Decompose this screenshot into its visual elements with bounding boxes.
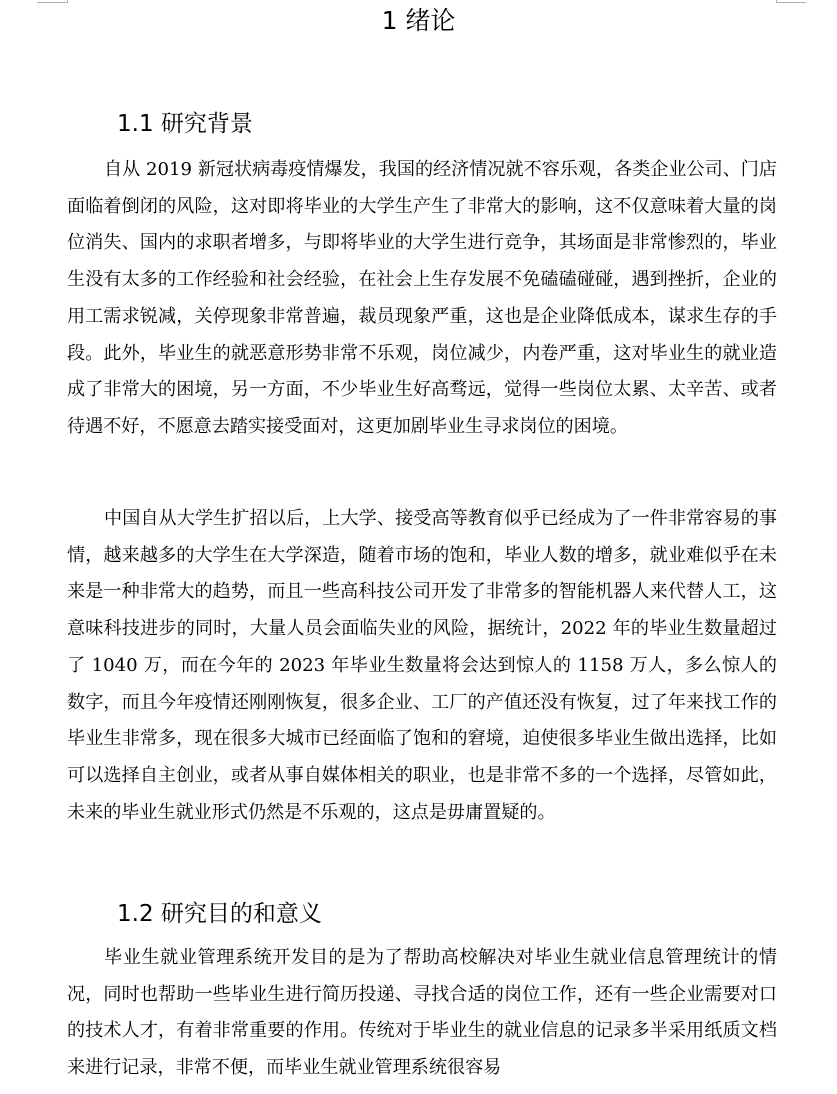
- section-heading-research-background: 1.1 研究背景: [117, 111, 253, 137]
- paragraph-purpose-1: 毕业生就业管理系统开发目的是为了帮助高校解决对毕业生就业信息管理统计的情况，同时也帮助一些毕业生进行简历投递、寻找合适的岗位工作，还有一些企业需要对口的技术人才，有着非常重要的作用。传统对于毕业生的就业信息的记录多半采用纸质文档来进行记录，非常不便，而毕业生就业管理系统很容易: [67, 947, 777, 1079]
- paragraph-background-1: 自从 2019 新冠状病毒疫情爆发，我国的经济情况就不容乐观，各类企业公司、门店面临着倒闭的风险，这对即将毕业的大学生产生了非常大的影响，这不仅意味着大量的岗位消失、国内的求职者增多，与即将毕业的大学生进行竞争，其场面是非常惨烈的，毕业生没有太多的工作经验和社会经验，在社会上生存发展不免磕磕碰碰，遇到挫折，企业的用工需求锐减，关停现象非常普遍，裁员现象严重，这也是企业降低成本，谋求生存的手段。此外，毕业生的就恶意形势非常不乐观，岗位减少，内卷严重，这对毕业生的就业造成了非常大的困境，另一方面，不少毕业生好高骛远，觉得一些岗位太累、太辛苦、或者待遇不好，不愿意去踏实接受面对，这更加剧毕业生寻求岗位的困境。: [67, 159, 777, 437]
- chapter-title: 1 绪论: [381, 6, 456, 35]
- section-heading-purpose-significance: 1.2 研究目的和意义: [117, 901, 322, 927]
- paragraph-background-2: 中国自从大学生扩招以后，上大学、接受高等教育似乎已经成为了一件非常容易的事情，越来越多的大学生在大学深造，随着市场的饱和，毕业人数的增多，就业难似乎在未来是一种非常大的趋势，而且一些高科技公司开发了非常多的智能机器人来代替人工，这意味科技进步的同时，大量人员会面临失业的风险，据统计，2022 年的毕业生数量超过了 1040 万，而在今年的 2023 年毕业生数量将会达到惊人的 1158 万人，多么惊人的数字，而且今年疫情还刚刚恢复，很多企业、工厂的产值还没有恢复，过了年来找工作的毕业生非常多，现在很多大城市已经面临了饱和的窘境，迫使很多毕业生做出选择，比如可以选择自主创业，或者从事自媒体相关的职业，也是非常不多的一个选择，尽管如此，未来的毕业生就业形式仍然是不乐观的，这点是毋庸置疑的。: [67, 508, 777, 823]
